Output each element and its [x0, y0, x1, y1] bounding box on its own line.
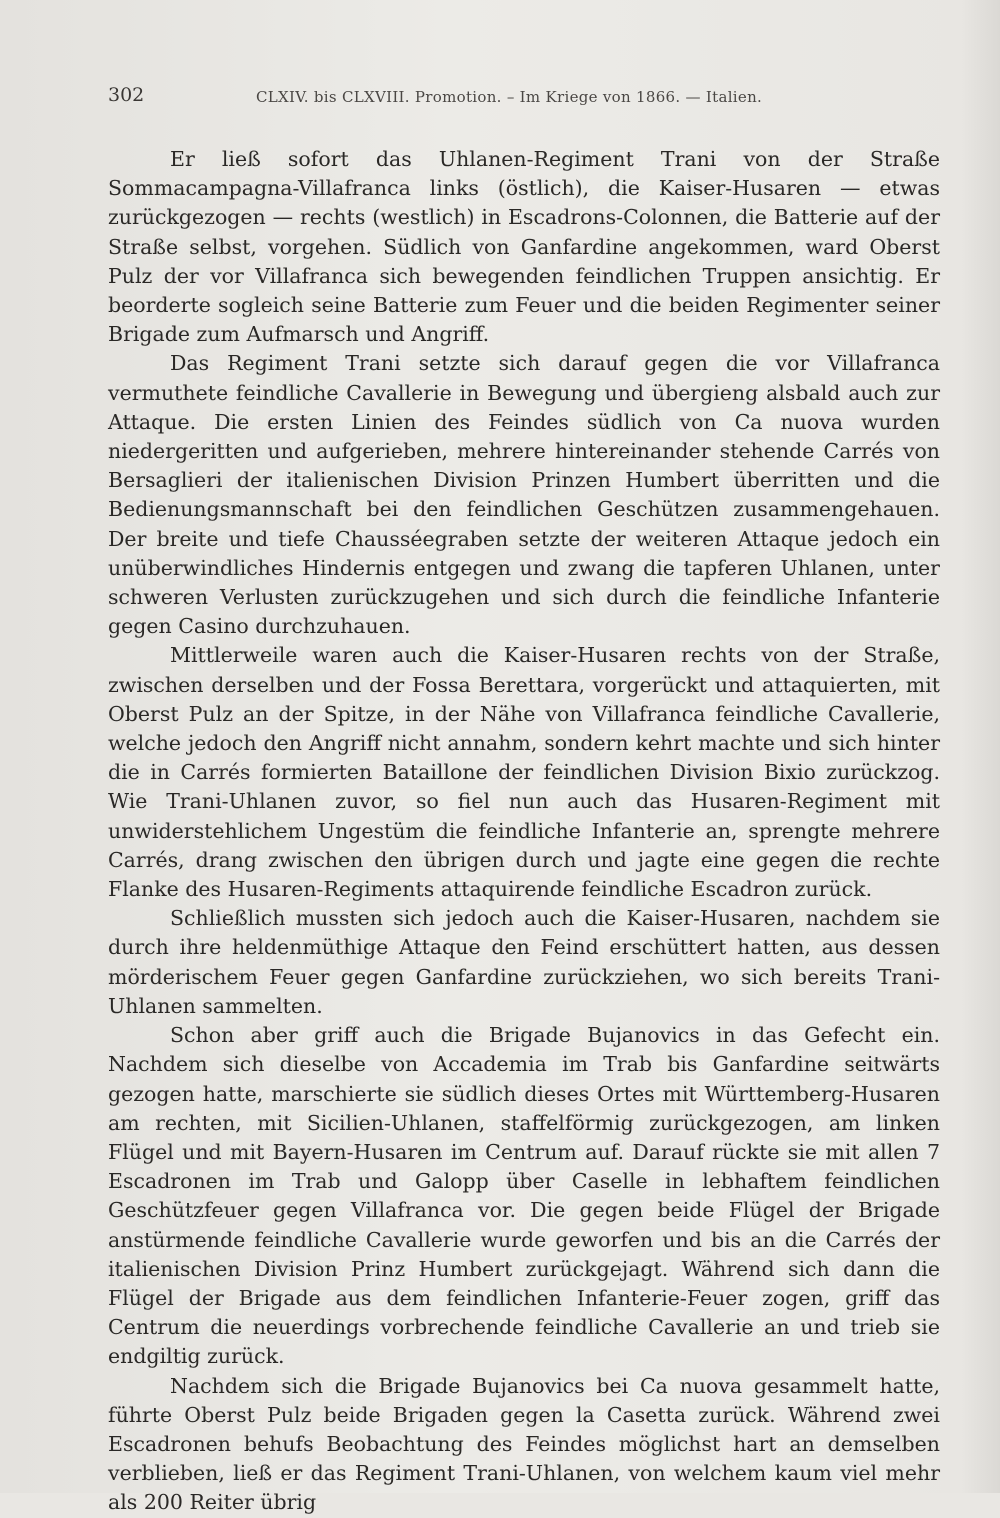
running-head: CLXIV. bis CLXVIII. Promotion. – Im Kriege von 1866. — Italien. [256, 88, 763, 106]
page-number: 302 [108, 84, 145, 106]
paragraph: Nachdem sich die Brigade Bujanovics bei Ca nuova gesammelt hatte, führte Oberst Pulz beide Brigaden gegen la Casetta zurück. Während zwei Escadronen behufs Beobachtung des Feindes möglichst hart an demselben verblieben, ließ er das Regiment Trani-Uhlanen, von welchem kaum viel mehr als 200 Reiter übrig [108, 1373, 940, 1515]
paragraph: Schließlich mussten sich jedoch auch die Kaiser-Husaren, nachdem sie durch ihre heldenmüthige Attaque den Feind erschüttert hatten, aus dessen mörderischem Feuer gegen Ganfardine zurückziehen, wo sich bereits Trani-Uhlanen sammelten. [108, 906, 940, 1018]
paragraph: Schon aber griff auch die Brigade Bujanovics in das Gefecht ein. Nachdem sich dieselbe von Accademia im Trab bis Ganfardine seitwärts gezogen hatte, marschierte sie südlich dieses Ortes mit Württemberg-Husaren am rechten, mit Sicilien-Uhlanen, staffelförmig zurückgezogen, am linken Flügel und mit Bayern-Husaren im Centrum auf. Darauf rückte sie mit allen 7 Escadronen im Trab und Galopp über Caselle in lebhaftem feindlichen Geschützfeuer gegen Villafranca vor. Die gegen beide Flügel der Brigade anstürmende feindliche Cavallerie wurde geworfen und bis an die Carrés der italienischen Division Prinz Humbert zurückgejagt. Während sich dann die Flügel der Brigade aus dem feindlichen Infanterie-Feuer zogen, griff das Centrum die neuerdings vorbrechende feindliche Cavallerie an und trieb sie endgiltig zurück. [108, 1023, 940, 1369]
body-text [108, 145, 940, 1518]
paragraph: Das Regiment Trani setzte sich darauf gegen die vor Villafranca vermuthete feindliche Cavallerie in Bewegung und übergieng alsbald auch zur Attaque. Die ersten Linien des Feindes südlich von Ca nuova wurden niedergeritten und aufgerieben, mehrere hintereinander stehende Carrés von Bersaglieri der italienischen Division Prinzen Humbert überritten und die Bedienungsmannschaft bei den feindlichen Geschützen zusammengehauen. Der breite und tiefe Chausséegraben setzte der weiteren Attaque jedoch ein unüberwindliches Hindernis entgegen und zwang die tapferen Uhlanen, unter schweren Verlusten zurückzugehen und sich durch die feindliche Infanterie gegen Casino durchzuhauen. [108, 351, 940, 639]
paragraph: Er ließ sofort das Uhlanen-Regiment Trani von der Straße Sommacampagna-Villafranca links (östlich), die Kaiser-Husaren — etwas zurückgezogen — rechts (westlich) in Escadrons-Colonnen, die Batterie auf der Straße selbst, vorgehen. Südlich von Ganfardine angekommen, ward Oberst Pulz der vor Villafranca sich bewegenden feindlichen Truppen ansichtig. Er beorderte sogleich seine Batterie zum Feuer und die beiden Regimenter seiner Brigade zum Aufmarsch und Angriff. [108, 147, 940, 347]
page-header [108, 84, 828, 114]
paragraph: Mittlerweile waren auch die Kaiser-Husaren rechts von der Straße, zwischen derselben und der Fossa Berettara, vorgerückt und attaquierten, mit Oberst Pulz an der Spitze, in der Nähe von Villafranca feindliche Cavallerie, welche jedoch den Angriff nicht annahm, sondern kehrt machte und sich hinter die in Carrés formierten Bataillone der feindlichen Division Bixio zurückzog. Wie Trani-Uhlanen zuvor, so fiel nun auch das Husaren-Regiment mit unwiderstehlichem Ungestüm die feindliche Infanterie an, sprengte mehrere Carrés, drang zwischen den übrigen durch und jagte eine gegen die rechte Flanke des Husaren-Regiments attaquirende feindliche Escadron zurück. [108, 643, 940, 902]
